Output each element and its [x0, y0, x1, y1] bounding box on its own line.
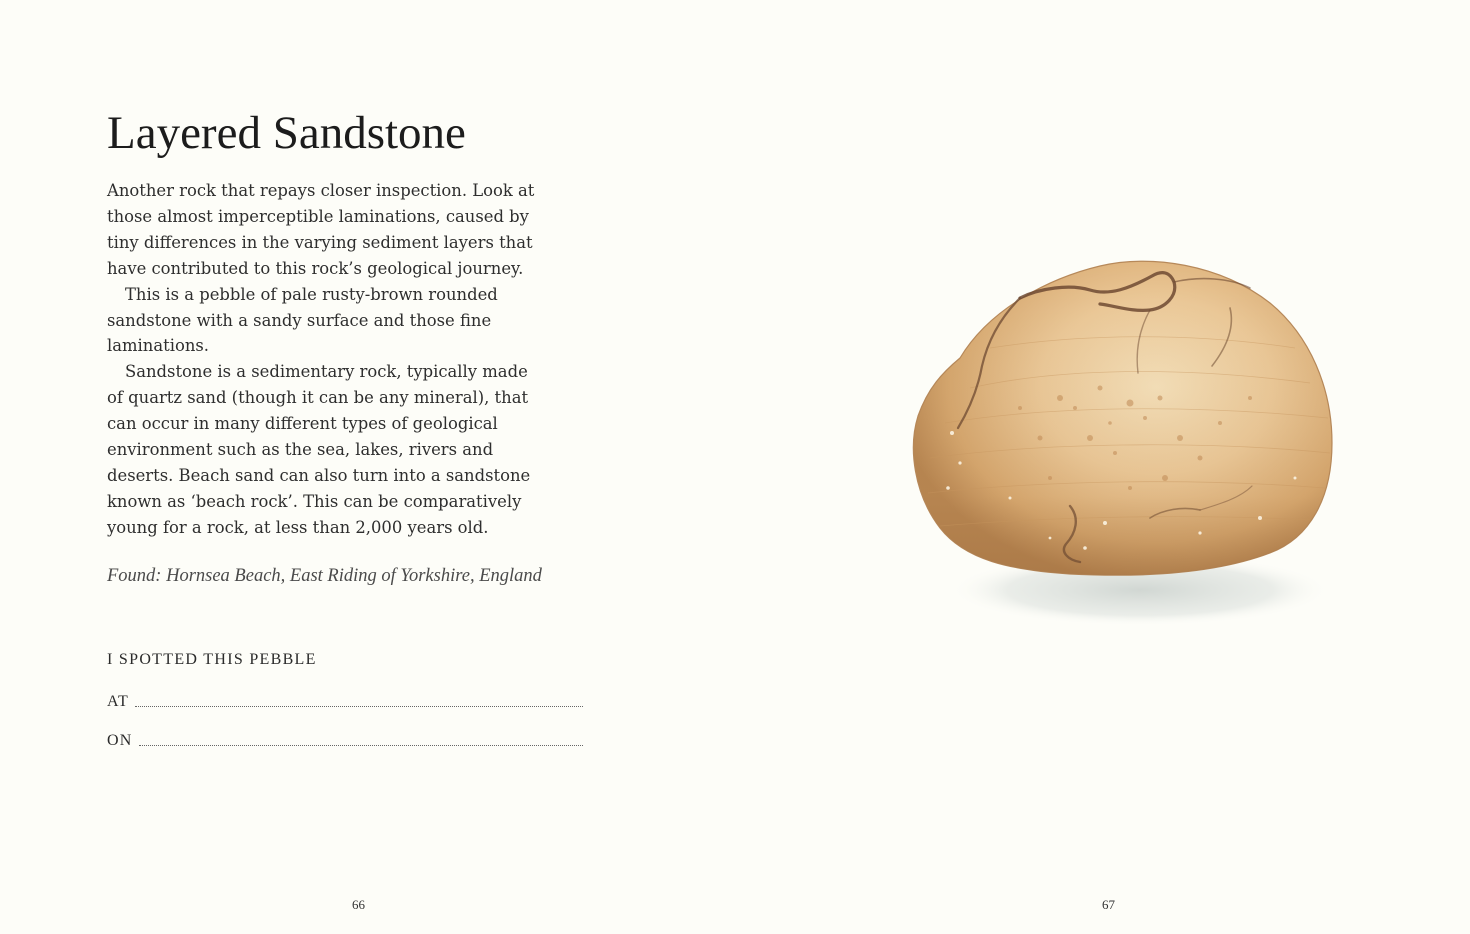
page-title: Layered Sandstone — [107, 107, 466, 159]
on-label: ON — [107, 732, 133, 749]
text-line: have contributed to this rock’s geological journey. — [107, 258, 524, 278]
text-line: deserts. Beach sand can also turn into a sandstone — [107, 465, 531, 485]
text-line: tiny differences in the varying sediment layers that — [107, 232, 533, 252]
body-text — [107, 178, 577, 541]
text-line: known as ‘beach rock’. This can be comparatively — [107, 491, 522, 511]
right-page — [735, 0, 1470, 934]
found-location: Found: Hornsea Beach, East Riding of Yorkshire, England — [107, 566, 542, 586]
on-field — [107, 727, 583, 749]
text-line: young for a rock, at less than 2,000 years old. — [107, 517, 489, 537]
pebble-svg — [900, 248, 1340, 638]
sandstone-pebble-illustration — [900, 248, 1340, 638]
text-line: Another rock that repays closer inspection. Look at — [107, 181, 535, 200]
text-line: those almost imperceptible laminations, caused by — [107, 206, 529, 226]
text-line: This is a pebble of pale rusty-brown rounded — [125, 284, 498, 304]
spotted-heading: I SPOTTED THIS PEBBLE — [107, 651, 317, 668]
at-write-line[interactable] — [135, 706, 583, 707]
page-number-left: 66 — [352, 897, 365, 912]
paragraph-3 — [107, 359, 577, 540]
text-line: environment such as the sea, lakes, rivers and — [107, 440, 494, 460]
at-field — [107, 688, 583, 710]
text-line: laminations. — [107, 336, 210, 356]
at-label: AT — [107, 693, 129, 710]
text-line: can occur in many different types of geological — [107, 414, 498, 434]
on-write-line[interactable] — [139, 745, 583, 746]
text-line: of quartz sand (though it can be any mineral), that — [107, 388, 529, 408]
page-number-right: 67 — [1102, 897, 1115, 912]
text-line: Sandstone is a sedimentary rock, typically made — [125, 362, 528, 382]
paragraph-1 — [107, 178, 577, 282]
paragraph-2 — [107, 282, 577, 360]
text-line: sandstone with a sandy surface and those fine — [107, 310, 492, 330]
